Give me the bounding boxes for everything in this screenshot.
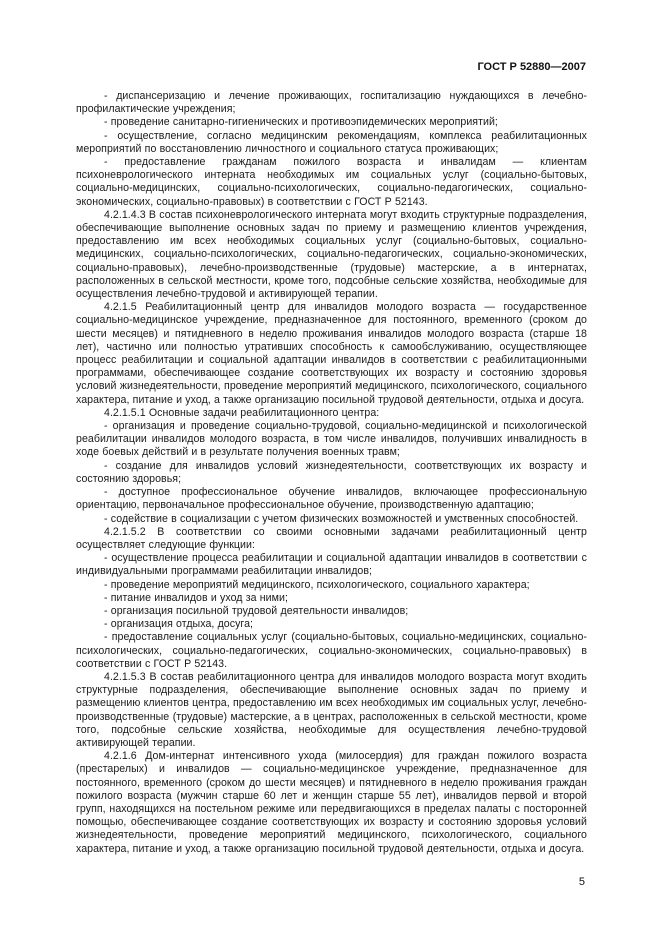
paragraph: - организация отдыха, досуга;	[104, 618, 254, 631]
paragraph: 4.2.1.5.3 В состав реабилитационного центра для инвалидов молодого возраста могут входить структурные подразделения, обеспечивающие выполнение основных задач по приему и размещению клиентов центра, предоставлению им всех необходимых им социальных услуг, лечебно-производственные (трудовые) мастерские, а в центрах, расположенных в сельской местности, кроме того, подсобные сельские хозяйства, необходимые для осуществления лечебно-трудовой активирующей терапии.	[76, 670, 587, 749]
page-number: 5	[578, 876, 585, 888]
paragraph: 4.2.1.4.3 В состав психоневрологического интерната могут входить структурные подразделения, обеспечивающие выполнение основных задач по приему и размещению клиентов учреждения, предоставлению им всех необходимых социальных услуг (социально-бытовых, социально-медицинских, социально-психологических, социально-педагогических, социально-экономических, социально-правовых), лечебно-производственные (трудовые) мастерские, а в интернатах, расположенных в сельской местности, кроме того, подсобные сельские хозяйства, необходимые для осуществления лечебно-трудовой и активирующей терапии.	[76, 208, 587, 301]
paragraph: 4.2.1.5.1 Основные задачи реабилитационного центра:	[104, 406, 380, 419]
paragraph: 4.2.1.5.2 В соответствии со своими основными задачами реабилитационный центр осуществляет следующие функции:	[76, 525, 587, 551]
paragraph: - доступное профессиональное обучение инвалидов, включающее профессиональную ориентацию, первоначальное профессиональное обучение, производственную адаптацию;	[76, 486, 587, 512]
paragraph: 4.2.1.6 Дом-интернат интенсивного ухода (милосердия) для граждан пожилого возраста (престарелых) и инвалидов — социально-медицинское учреждение, предназначенное для постоянного, временного (сроком до шести месяцев) и пятидневного в неделю проживания граждан пожилого возраста (мужчин старше 60 лет и женщин старше 55 лет), инвалидов первой и второй групп, находящихся на постельном режиме или передвигающихся в пределах палаты с посторонней помощью, обеспечивающее создание соответствующих их возрасту и состоянию здоровья условий жизнедеятельности, проведение мероприятий медицинского, психологического, социального характера, питание и уход, а также организацию посильной трудовой деятельности, отдыха и досуга.	[76, 750, 587, 855]
paragraph: - осуществление, согласно медицинским рекомендациям, комплекса реабилитационных мероприятий по восстановлению личностного и социального статуса проживающих;	[76, 129, 587, 155]
paragraph: - организация и проведение социально-трудовой, социально-медицинской и психологической реабилитации инвалидов молодого возраста, в том числе инвалидов, получивших инвалидность в ходе боевых действий и в результате получения военных травм;	[76, 420, 587, 459]
paragraph: - осуществление процесса реабилитации и социальной адаптации инвалидов в соответствии с индивидуальными программами реабилитации инвалидов;	[76, 552, 587, 578]
paragraph: - организация посильной трудовой деятельности инвалидов;	[104, 604, 409, 617]
document-body	[76, 90, 587, 856]
paragraph: - проведение санитарно-гигиенических и противоэпидемических мероприятий;	[104, 116, 498, 129]
paragraph: - содействие в социализации с учетом физических возможностей и умственных способностей.	[104, 512, 579, 525]
paragraph: - питание инвалидов и уход за ними;	[104, 591, 288, 604]
paragraph: - проведение мероприятий медицинского, психологического, социального характера;	[104, 578, 530, 591]
document-number-header: ГОСТ Р 52880—2007	[477, 61, 586, 73]
paragraph: - предоставление гражданам пожилого возраста и инвалидам — клиентам психоневрологического интерната необходимых им социальных услуг (социально-бытовых, социально-медицинских, социально-психологических, социально-педагогических, социально-экономических, социально-правовых) в соответствии с ГОСТ Р 52143.	[76, 156, 587, 208]
paragraph: 4.2.1.5 Реабилитационный центр для инвалидов молодого возраста — государственное социально-медицинское учреждение, предназначенное для постоянного, временного (сроком до шести месяцев) и пятидневного в неделю проживания инвалидов молодого возраста (старше 18 лет), частично или полностью утративших способность к самообслуживанию, осуществляющее процесс реабилитации и социальной адаптации инвалидов в соответствии с реабилитационными программами, обеспечивающее создание соответствующих их возрасту и состоянию здоровья условий жизнедеятельности, проведение мероприятий медицинского, психологического, социального характера, питание и уход, а также организацию посильной трудовой деятельности, отдыха и досуга.	[76, 301, 587, 406]
paragraph: - предоставление социальных услуг (социально-бытовых, социально-медицинских, социально-психологических, социально-педагогических, социально-экономических, социально-правовых) в соответствии с ГОСТ Р 52143.	[76, 631, 587, 670]
paragraph: - диспансеризацию и лечение проживающих, госпитализацию нуждающихся в лечебно-профилактические учреждения;	[76, 90, 587, 116]
paragraph: - создание для инвалидов условий жизнедеятельности, соответствующих их возрасту и состоянию здоровья;	[76, 459, 587, 485]
